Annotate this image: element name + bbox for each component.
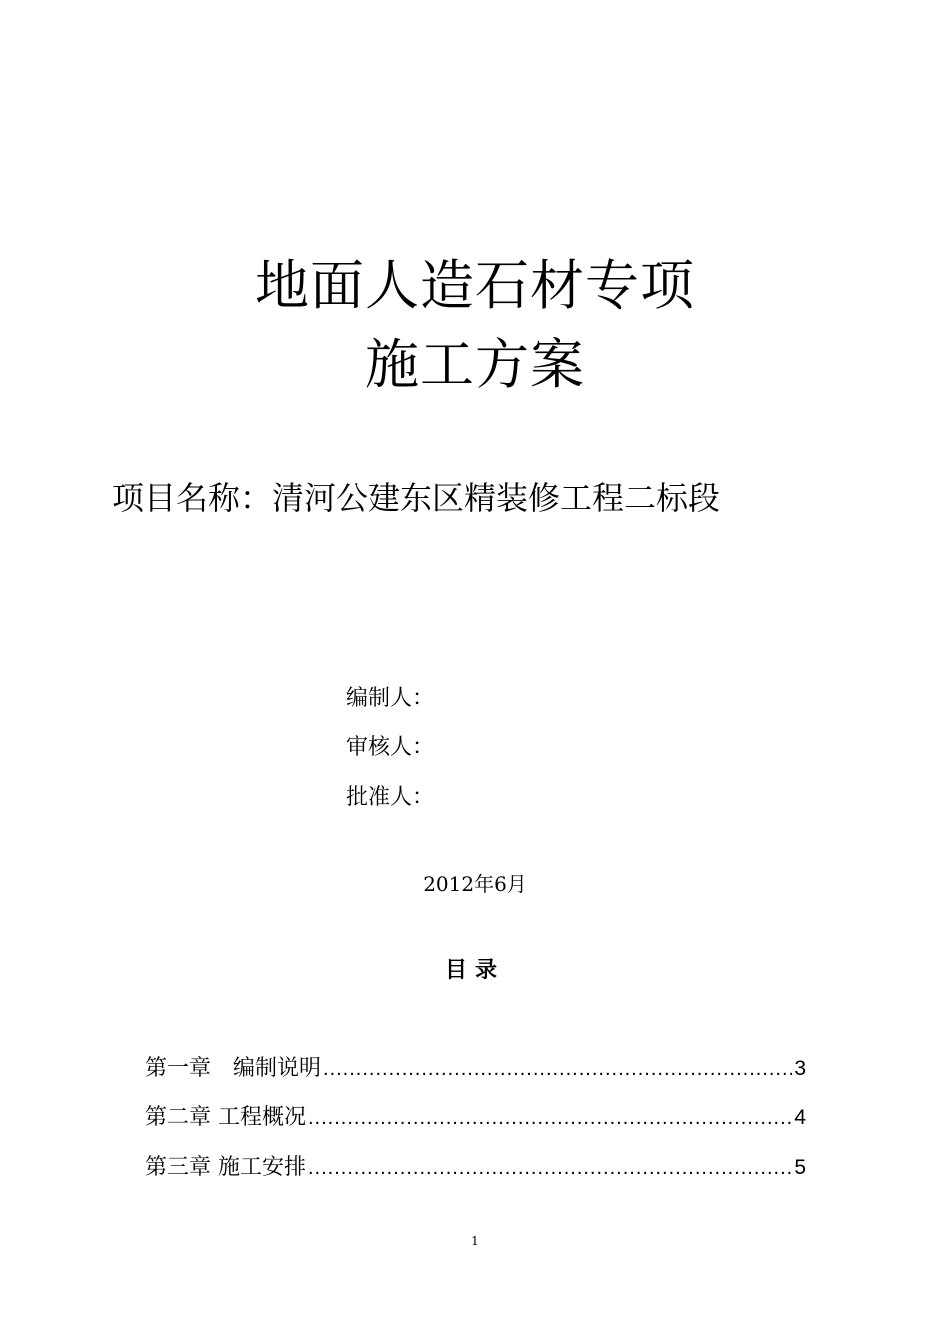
toc-leader-dots (308, 1103, 792, 1133)
compiler-label: 编制人： (346, 686, 435, 711)
approver-label: 批准人： (346, 785, 435, 810)
toc-entry-page: 4 (794, 1106, 806, 1129)
toc-entry[interactable] (145, 1153, 806, 1183)
document-title-line-2: 施工方案 (365, 333, 585, 396)
toc-entry-page: 3 (794, 1057, 806, 1080)
toc-leader-dots (308, 1153, 792, 1183)
toc-leader-dots (323, 1054, 792, 1084)
toc-entry-label: 第三章 施工安排 (145, 1155, 306, 1180)
toc-entry-label: 第二章 工程概况 (145, 1105, 306, 1130)
page-number: 1 (471, 1234, 479, 1248)
toc-entry-page: 5 (794, 1156, 806, 1179)
toc-entry-label: 第一章 编制说明 (145, 1056, 322, 1081)
toc-entry[interactable] (145, 1103, 806, 1133)
document-title-line-1: 地面人造石材专项 (255, 254, 695, 317)
toc-entry[interactable] (145, 1054, 806, 1084)
toc-heading: 目录 (444, 957, 505, 983)
project-name: 项目名称：清河公建东区精装修工程二标段 (112, 479, 721, 517)
document-date: 2012年6月 (423, 872, 527, 896)
reviewer-label: 审核人： (346, 735, 435, 760)
